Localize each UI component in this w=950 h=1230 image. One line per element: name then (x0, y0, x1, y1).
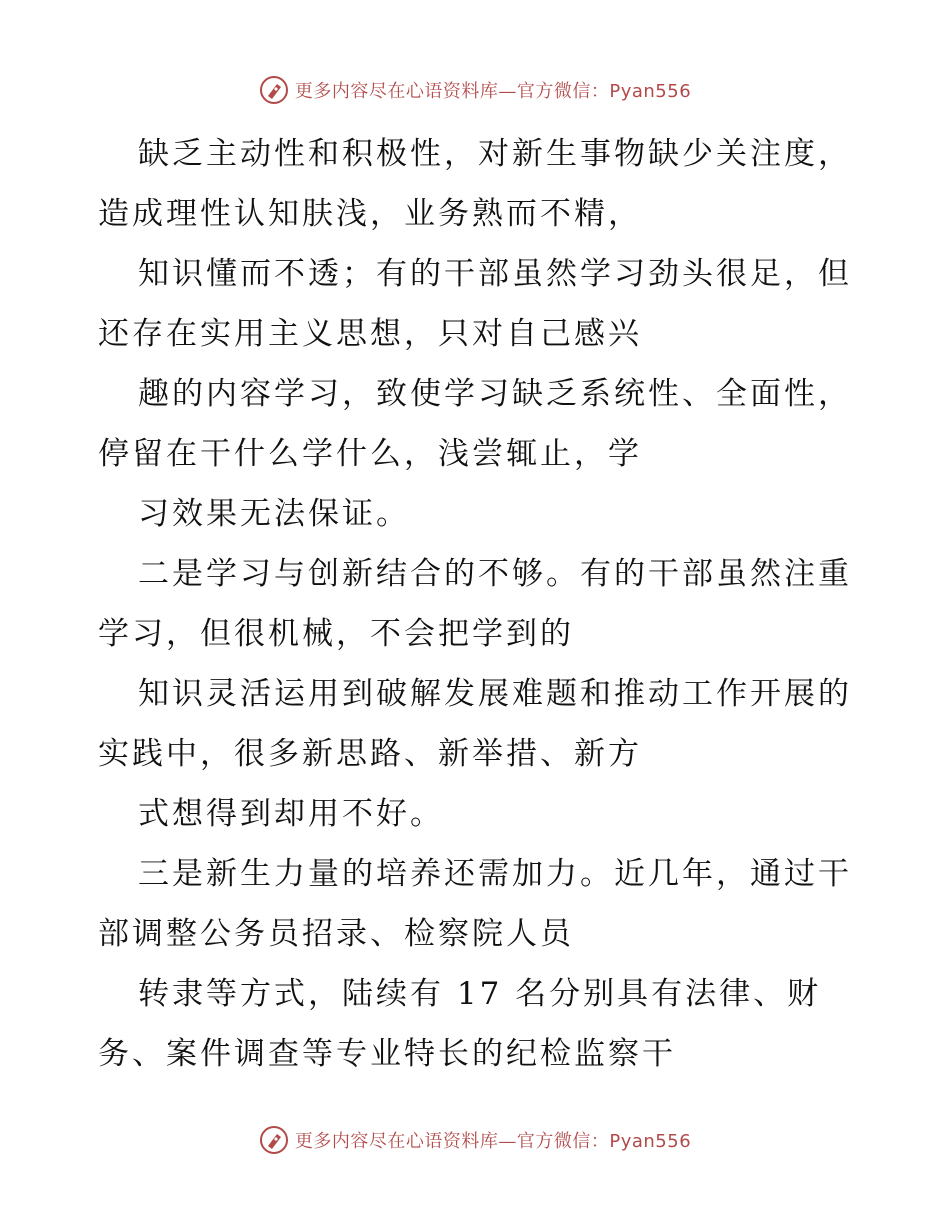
pen-nib-circle-icon (259, 1125, 289, 1155)
paragraph: 二是学习与创新结合的不够。有的干部虽然注重学习，但很机械，不会把学到的 (98, 556, 852, 652)
paragraph: 知识懂而不透；有的干部虽然学习劲头很足，但还存在实用主义思想，只对自己感兴 (98, 256, 852, 352)
pen-nib-circle-icon (259, 75, 289, 105)
footer-watermark (0, 1120, 950, 1160)
watermark-text: 更多内容尽在心语资料库—官方微信：Pyan556 (294, 81, 692, 102)
watermark-wechat-id: Pyan556 (609, 81, 692, 102)
watermark-wechat-id: Pyan556 (609, 1131, 692, 1152)
paragraph: 习效果无法保证。 (138, 496, 410, 532)
paragraph: 知识灵活运用到破解发展难题和推动工作开展的实践中，很多新思路、新举措、新方 (98, 676, 852, 772)
paragraph: 趣的内容学习，致使学习缺乏系统性、全面性，停留在干什么学什么，浅尝辄止，学 (98, 376, 852, 472)
paragraph: 式想得到却用不好。 (138, 796, 444, 832)
paragraph: 三是新生力量的培养还需加力。近几年，通过干部调整公务员招录、检察院人员 (98, 856, 852, 952)
document-body (98, 124, 858, 1084)
paragraph: 缺乏主动性和积极性，对新生事物缺少关注度，造成理性认知肤浅，业务熟而不精， (98, 136, 852, 232)
watermark-text: 更多内容尽在心语资料库—官方微信：Pyan556 (294, 1131, 692, 1152)
paragraph: 转隶等方式，陆续有 17 名分别具有法律、财务、案件调查等专业特长的纪检监察干 (98, 976, 822, 1072)
header-watermark (0, 70, 950, 110)
